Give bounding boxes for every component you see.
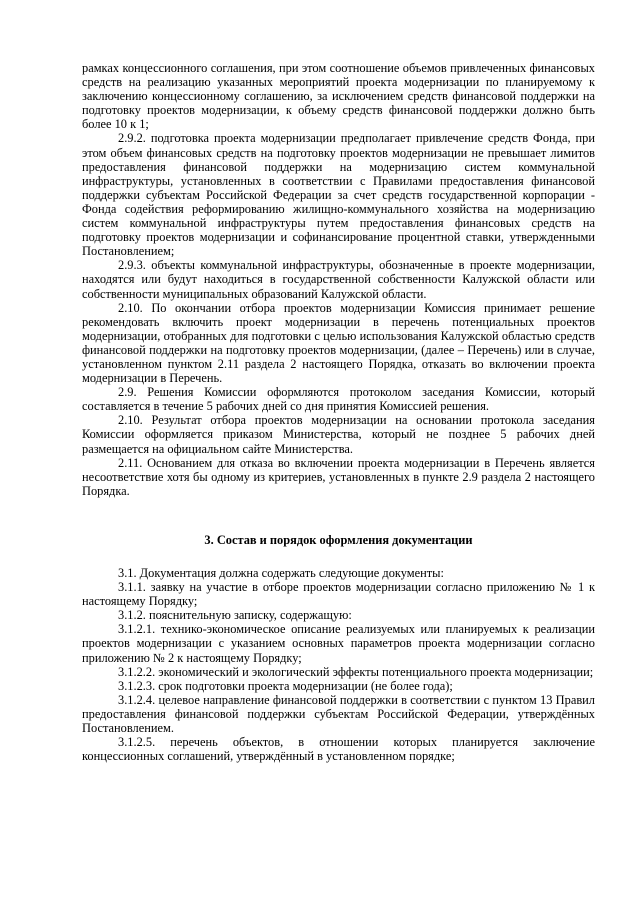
paragraph: 2.9.2. подготовка проекта модернизации предполагает привлечение средств Фонда, при этом объем финансовых средств на подготовку проектов модернизации не превышает лимитов предоставления финансовой поддержки на модернизацию систем коммунальной инфраструктуры, установленных в соответствии с Правилами предоставления финансовой поддержки субъектам Российской Федерации за счет средств государственной корпорации - Фонда содействия реформированию жилищно-коммунального хозяйства на модернизацию систем коммунальной инфраструктуры путем предоставления финансовых средств на подготовку проектов модернизации и софинансирование процентной ставки, утвержденными Постановлением; xyxy=(82,131,595,259)
paragraph: 2.11. Основанием для отказа во включении проекта модернизации в Перечень является несоответствие хотя бы одному из критериев, установленных в пункте 2.9 раздела 2 настоящего Порядка. xyxy=(82,455,595,498)
paragraph: 2.9.3. объекты коммунальной инфраструктуры, обозначенные в проекте модернизации, находятся или будут находиться в государственной собственности Калужской области или собственности муниципальных образований Калужской области. xyxy=(82,258,595,301)
paragraph: 3.1.2.2. экономический и экологический эффекты потенциального проекта модернизации; xyxy=(118,664,594,679)
paragraph-group-top xyxy=(82,61,595,498)
paragraph: 3.1. Документация должна содержать следующие документы: xyxy=(118,566,444,580)
paragraph: рамках концессионного соглашения, при этом соотношение объемов привлеченных финансовых средств на реализацию указанных мероприятий проекта модернизации по планируемому к заключению концессионному соглашению, за исключением средств финансовой поддержки на подготовку проектов модернизации, к объему средств финансовой поддержки должно быть более 10 к 1; xyxy=(82,61,595,132)
paragraph: 2.9. Решения Комиссии оформляются протоколом заседания Комиссии, который составляется в течение 5 рабочих дней со дня принятия Комиссией решения. xyxy=(82,385,595,414)
paragraph: 3.1.2.1. технико-экономическое описание реализуемых или планируемых к реализации проектов модернизации с указанием основных параметров проекта модернизации согласно приложению № 2 к настоящему Порядку; xyxy=(82,622,595,665)
spacer xyxy=(82,498,595,512)
paragraph: 3.1.2. пояснительную записку, содержащую: xyxy=(118,608,352,623)
section-heading: 3. Состав и порядок оформления документации xyxy=(204,532,473,547)
document-page xyxy=(82,61,595,763)
paragraph: 3.1.1. заявку на участие в отборе проектов модернизации согласно приложению № 1 к настоящему Порядку; xyxy=(82,580,595,609)
paragraph-group-bottom xyxy=(82,566,595,763)
paragraph: 3.1.2.4. целевое направление финансовой поддержки в соответствии с пунктом 13 Правил предоставления финансовой поддержки субъектам Российской Федерации, утверждённых Постановлением. xyxy=(82,692,595,736)
paragraph: 2.10. По окончании отбора проектов модернизации Комиссия принимает решение рекомендовать включить проект модернизации в перечень потенциальных проектов модернизации, отобранных для подготовки с целью использования Калужской областью средств финансовой поддержки на подготовку проектов модернизации, (далее – Перечень) или в случае, установленном пунктом 2.11 раздела 2 настоящего Порядка, отказать во включении проекта модернизации в Перечень. xyxy=(82,300,595,386)
paragraph: 3.1.2.3. срок подготовки проекта модернизации (не более года); xyxy=(118,678,453,693)
paragraph: 3.1.2.5. перечень объектов, в отношении которых планируется заключение концессионных соглашений, утверждённый в установленном порядке; xyxy=(82,735,595,764)
paragraph: 2.10. Результат отбора проектов модернизации на основании протокола заседания Комиссии оформляется приказом Министерства, который не позднее 5 рабочих дней размещается на официальном сайте Министерства. xyxy=(82,413,595,456)
